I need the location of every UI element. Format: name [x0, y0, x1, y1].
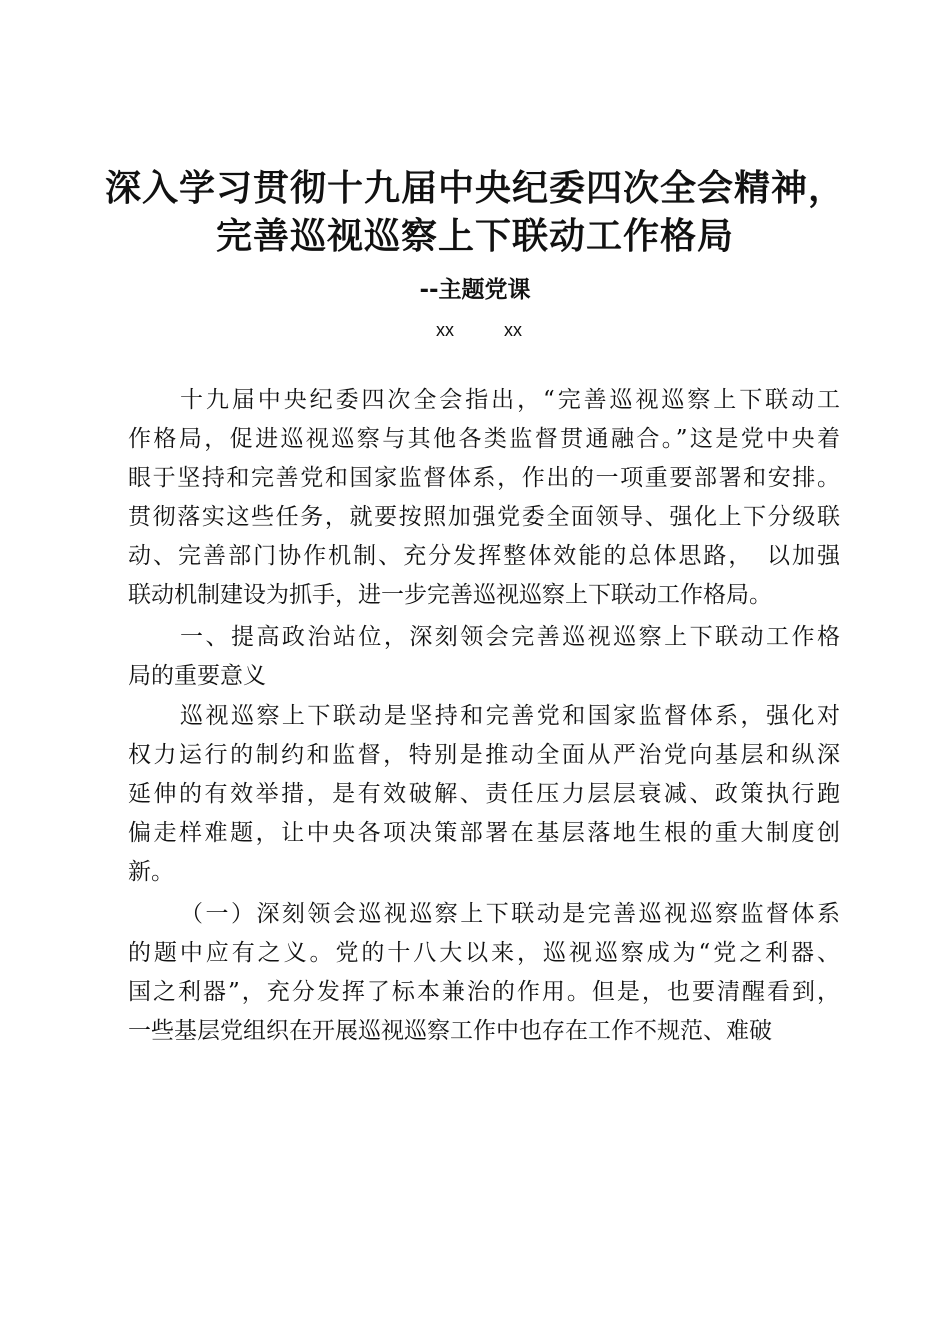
body-text-line: 偏走样难题，让中央各项决策部署在基层落地生根的重大制度创 [128, 820, 840, 846]
body-text-line: 权力运行的制约和监督，特别是推动全面从严治党向基层和纵深 [128, 742, 840, 768]
body-text-line: 延伸的有效举措，是有效破解、责任压力层层衰减、政策执行跑 [128, 781, 840, 807]
body-text-line: 新。 [128, 859, 174, 885]
section-heading-line: 局的重要意义 [128, 663, 266, 689]
section-heading-line: 一、提高政治站位，深刻领会完善巡视巡察上下联动工作格 [180, 624, 840, 650]
body-text-line: 十九届中央纪委四次全会指出，“完善巡视巡察上下联动工 [180, 387, 840, 413]
document-title-line-1: 深入学习贯彻十九届中央纪委四次全会精神， [104, 167, 845, 209]
body-text-line: 一些基层党组织在开展巡视巡察工作中也存在工作不规范、难破 [128, 1018, 772, 1044]
body-text-line: 动、完善部门协作机制、充分发挥整体效能的总体思路， 以加强 [128, 543, 840, 569]
body-text-line: 的题中应有之义。党的十八大以来，巡视巡察成为“党之利器、 [128, 940, 840, 966]
document-subtitle: --主题党课 [419, 277, 531, 303]
body-text-line: 巡视巡察上下联动是坚持和完善党和国家监督体系，强化对 [180, 703, 840, 729]
author-name-1: xx [436, 320, 454, 340]
body-text-line: （一）深刻领会巡视巡察上下联动是完善巡视巡察监督体系 [180, 901, 840, 927]
body-text-line: 眼于坚持和完善党和国家监督体系，作出的一项重要部署和安排。 [128, 465, 840, 491]
author-name-2: xx [504, 320, 522, 340]
body-text-line: 联动机制建设为抓手，进一步完善巡视巡察上下联动工作格局。 [128, 582, 772, 608]
body-text-line: 贯彻落实这些任务，就要按照加强党委全面领导、强化上下分级联 [128, 504, 840, 530]
body-text-line: 作格局，促进巡视巡察与其他各类监督贯通融合。”这是党中央着 [128, 426, 840, 452]
document-title-line-2: 完善巡视巡察上下联动工作格局 [215, 215, 734, 257]
body-text-line: 国之利器”，充分发挥了标本兼治的作用。但是，也要清醒看到， [128, 979, 840, 1005]
